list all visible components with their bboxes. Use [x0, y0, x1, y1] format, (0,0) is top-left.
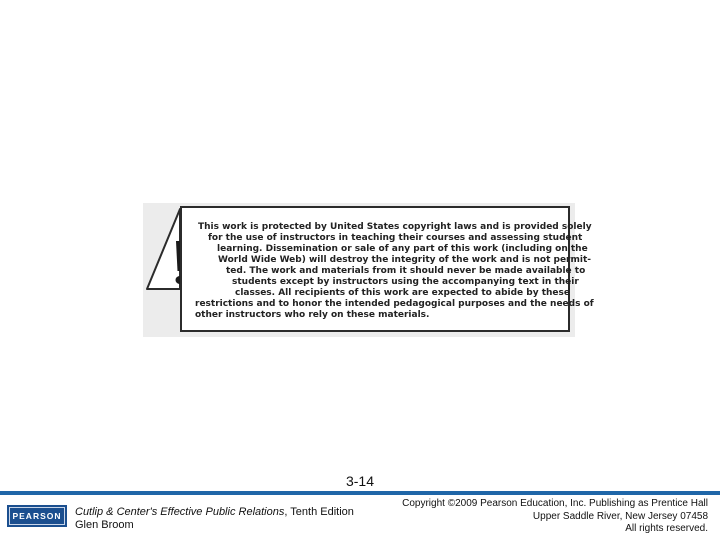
notice-line: World Wide Web) will destroy the integrity of the work and is not permit- — [218, 255, 591, 265]
book-title — [75, 506, 354, 518]
book-edition: , Tenth Edition — [284, 506, 354, 518]
copyright-notice-box — [180, 206, 594, 332]
pearson-logo — [7, 505, 67, 527]
notice-line: students except by instructors using the accompanying text in their — [232, 277, 579, 287]
copyright-line: Copyright ©2009 Pearson Education, Inc. Publishing as Prentice Hall — [402, 498, 708, 509]
notice-line: learning. Dissemination or sale of any part of this work (including on the — [217, 244, 588, 254]
notice-line: ted. The work and materials from it should never be made available to — [226, 266, 586, 276]
notice-line: This work is protected by United States copyright laws and is provided solely — [198, 222, 592, 232]
notice-line: for the use of instructors in teaching their courses and assessing student — [208, 233, 583, 243]
slide-number: 3-14 — [345, 473, 375, 489]
footer-divider — [0, 491, 720, 495]
book-author: Glen Broom — [75, 519, 134, 531]
notice-line: classes. All recipients of this work are expected to abide by these — [235, 288, 570, 298]
notice-line: restrictions and to honor the intended pedagogical purposes and the needs of — [195, 299, 594, 309]
notice-line: other instructors who rely on these materials. — [195, 310, 430, 320]
copyright-notice-image — [143, 203, 594, 337]
copyright-line: Upper Saddle River, New Jersey 07458 — [532, 510, 708, 522]
pearson-logo-text: PEARSON — [9, 507, 65, 525]
book-title-italic: Cutlip & Center's Effective Public Relations — [75, 506, 285, 518]
copyright-line: All rights reserved. — [625, 523, 708, 534]
copyright-text — [378, 498, 708, 536]
